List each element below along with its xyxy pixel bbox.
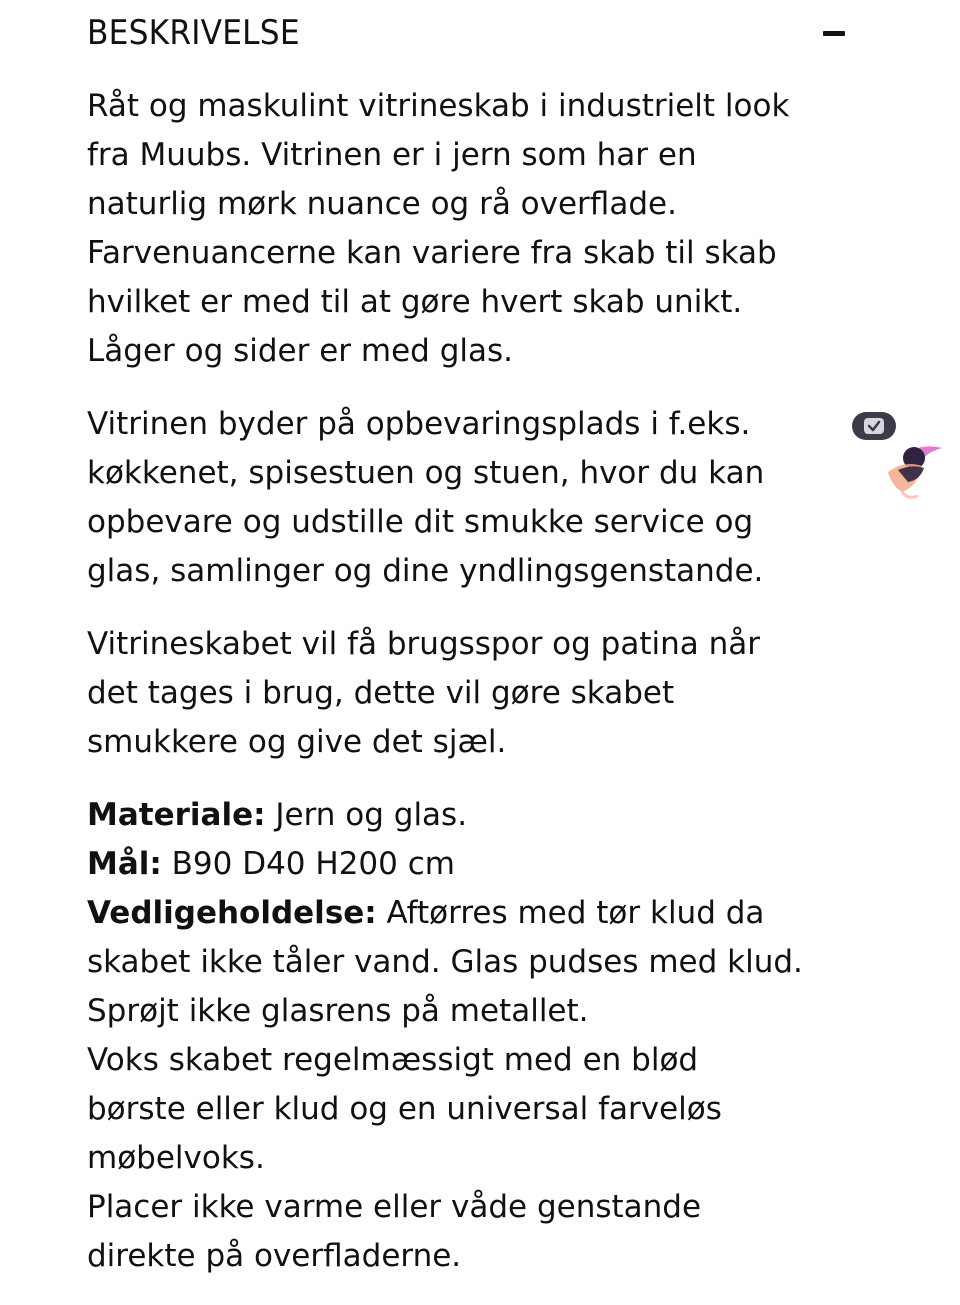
floating-assistant-widget[interactable]: [850, 410, 960, 500]
description-paragraph-2: [87, 400, 877, 596]
text-line: møbelvoks.: [87, 1140, 265, 1176]
material-value: Jern og glas.: [265, 797, 468, 833]
minus-icon[interactable]: [823, 31, 845, 36]
text-line: hvilket er med til at gøre hvert skab unikt.: [87, 284, 743, 320]
text-line: fra Muubs. Vitrinen er i jern som har en: [87, 137, 697, 173]
hummingbird-icon[interactable]: [884, 430, 944, 500]
text-line: skabet ikke tåler vand. Glas pudses med klud.: [87, 944, 803, 980]
text-line: smukkere og give det sjæl.: [87, 724, 507, 760]
size-label: Mål:: [87, 846, 162, 882]
text-line: Låger og sider er med glas.: [87, 333, 513, 369]
material-spec: [87, 791, 877, 840]
text-line: Vitrineskabet vil få brugsspor og patina når: [87, 626, 760, 662]
text-line: naturlig mørk nuance og rå overflade.: [87, 186, 677, 222]
care-label: Vedligeholdelse:: [87, 895, 377, 931]
material-label: Materiale:: [87, 797, 266, 833]
care-value: Aftørres med tør klud da: [376, 895, 765, 931]
size-value: B90 D40 H200 cm: [161, 846, 455, 882]
text-line: glas, samlinger og dine yndlingsgenstande.: [87, 553, 764, 589]
description-accordion-header[interactable]: [87, 8, 857, 58]
description-paragraph-1: [87, 82, 877, 376]
text-line: direkte på overfladerne.: [87, 1238, 462, 1274]
text-line: køkkenet, spisestuen og stuen, hvor du kan: [87, 455, 765, 491]
care-spec: [87, 889, 877, 938]
text-line: opbevare og udstille dit smukke service og: [87, 504, 754, 540]
description-paragraph-3: [87, 620, 877, 767]
text-line: Sprøjt ikke glasrens på metallet.: [87, 993, 589, 1029]
text-line: børste eller klud og en universal farveløs: [87, 1091, 722, 1127]
section-title: BESKRIVELSE: [87, 13, 300, 53]
text-line: Farvenuancerne kan variere fra skab til skab: [87, 235, 777, 271]
text-line: Råt og maskulint vitrineskab i industrielt look: [87, 88, 790, 124]
product-specs: [87, 791, 877, 1281]
text-line: det tages i brug, dette vil gøre skabet: [87, 675, 675, 711]
text-line: Placer ikke varme eller våde genstande: [87, 1189, 702, 1225]
description-content: [87, 82, 877, 1305]
size-spec: [87, 840, 877, 889]
text-line: Voks skabet regelmæssigt med en blød: [87, 1042, 699, 1078]
text-line: Vitrinen byder på opbevaringsplads i f.eks.: [87, 406, 751, 442]
